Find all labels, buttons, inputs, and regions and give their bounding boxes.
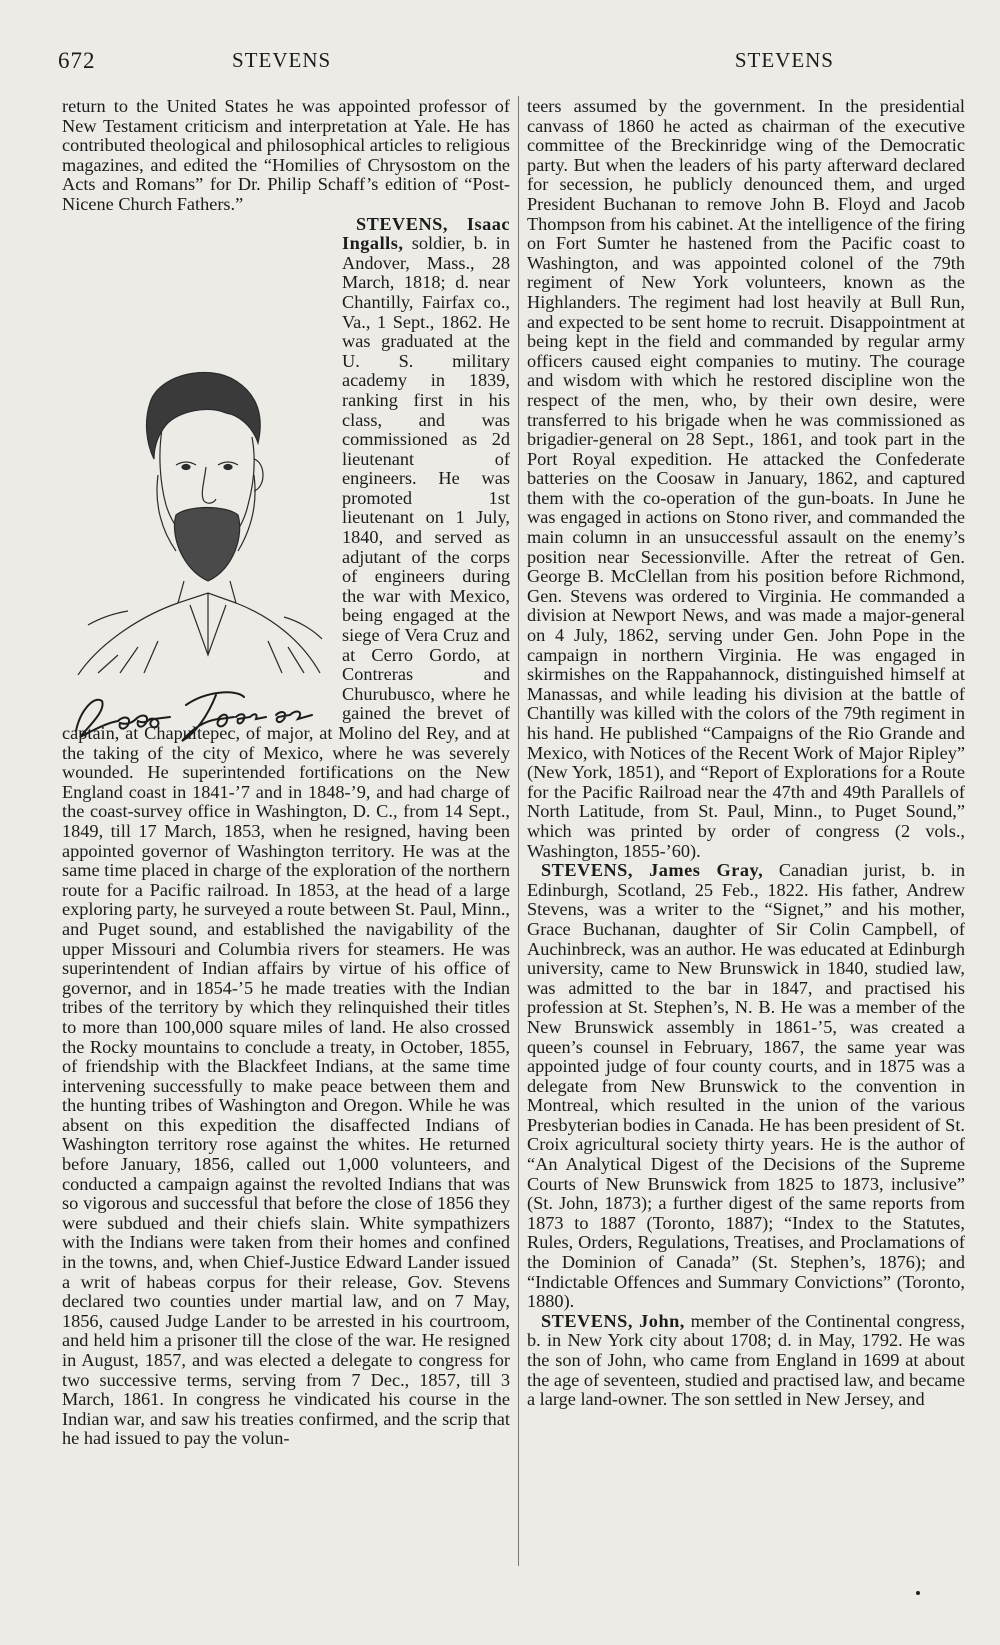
page-number: 672 (58, 48, 96, 73)
page-mark (916, 1591, 920, 1595)
continued-paragraph: return to the United States he was appointed professor of New Testament criticism and interpretation at Yale. He has contributed theological and philosophical articles to religious magazines, and edited the “Homilies of Chrysostom on the Acts and Romans” for Dr. Philip Schaff’s edition of “Post-Nicene Church Fathers.” (62, 96, 510, 214)
entry-john-stevens (527, 1312, 965, 1410)
signature-image (66, 681, 336, 751)
engraved-portrait (58, 355, 328, 675)
column-divider (518, 96, 519, 1566)
entry-body: Canadian jurist, b. in Edinburgh, Scotland, 25 Feb., 1822. His father, Andrew Stevens, was a writer to the “Signet,” and his mother, Grace Buchanan, daughter of Sir Colin Campbell, of Auchinbreck, was an author. He was educated at Edinburgh university, came to New Brunswick in 1840, studied law, was admitted to the bar in 1847, and practised his profession at St. Stephen’s, N. B. He was a member of the New Brunswick assembly in 1861-’5, was created a queen’s counsel in February, 1867, the same year was appointed judge of four county courts, and in 1875 was a delegate from New Brunswick to the convention in Montreal, which resulted in the union of the various Presbyterian bodies in Canada. He has been president of St. Croix agricultural society thirty years. He is the author of “An Analytical Digest of the Decisions of the Supreme Courts of New Brunswick from 1825 to 1873, inclusive” (St. John, 1873); a further digest of the same reports from 1873 to 1887 (Toronto, 1887); “Index to the Statutes, Rules, Orders, Regulations, Treatises, and Proclamations of the Dominion of Canada” (St. Stephen’s, 1876); and “Indictable Offences and Summary Convictions” (Toronto, 1880). (527, 860, 965, 1312)
left-running-title: STEVENS (232, 48, 332, 72)
running-header (58, 46, 960, 76)
entry-heading: STEVENS, James Gray, (541, 860, 764, 881)
entry-james-gray-stevens (527, 861, 965, 1312)
continued-paragraph: teers assumed by the government. In the presidential canvass of 1860 he acted as chairman of the executive committee of the Breckinridge wing of the Democratic party. But when the leaders of his party afterward declared for secession, he publicly denounced them, and urged President Buchanan to remove John B. Floyd and Jacob Thompson from his cabinet. At the intelligence of the firing on Fort Sumter he hastened from the Pacific coast to Washington, and was appointed colonel of the 79th regiment of New York volunteers, known as the Highlanders. The regiment had lost heavily at Bull Run, and expected to be sent home to recruit. Disappointment at being kept in the field and commanded by regular army officers caused eight companies to mutiny. The courage and wisdom with which he restored discipline won the respect of the men, who, by their own desire, were transferred to his brigade when he was commissioned as brigadier-general on 28 Sept., 1861, and took part in the Port Royal expedition. He attacked the Confederate batteries on the Coosaw in January, 1862, and captured them with the co-operation of the gun-boats. In June he was engaged in actions on Stono river, and commanded the main column in an unsuccessful assault on the enemy’s position near Secessionville. After the retreat of Gen. George B. McClellan from his position before Richmond, Gen. Stevens was ordered to Virginia. He commanded a division at Newport News, and was made a major-general on 4 July, 1862, serving under Gen. John Pope in the campaign in northern Virginia. He was engaged in skirmishes on the Rappahannock, distinguished himself at Manassas, and while leading his division at the battle of Chantilly was killed with the colors of the 79th regiment in his hand. He published “Campaigns of the Rio Grande and Mexico, with Notices of the Recent Work of Major Ripley” (New York, 1851), and “Report of Explorations for a Route for the Pacific Railroad near the 47th and 49th Parallels of North Latitude, from St. Paul, Minn., to Puget Sound,” which was printed by order of congress (2 vols., Washington, 1855-’60). (527, 96, 965, 861)
entry-heading: STEVENS, John, (541, 1310, 685, 1331)
entry-body-part1: soldier, b. in Andover, Mass., 28 March, 1818; d. near Chantilly, Fairfax co., Va., 1 Sept., 1862. He was graduated at the U. S. military academy in 1839, ranking first in his class, and was commissioned as 2d lieutenant of engineers. He was promoted 1st lieutenant on 1 July, 1840, and served as adjutant of the corps of engineers during the war with Mexico, being engaged at the siege of Vera Cruz and at Cerro Gordo, at Contreras and Churubusco, where he gained the brevet of captain, at Chapultepec, of major, at Molino del Rey, and at the taking of the city of Mexico, where he was severely wounded. He superintended fortifications on the New England coast in 1841-’7 and in 1848-’9, and had charge of the coast-survey office in Washington, D. C., from 14 Sept., 1849, till 17 March, 1853, when he resigned, having been appointed governor of Washington territory. He was at the same time placed in charge of the exploration of the northern route for a Pacific railroad. In 1853, at the head of a large exploring party, he surveyed a route between St. Paul, Minn., and Puget sound, and established the navigability of the upper Missouri and Columbia rivers for steamers. He was superintendent of Indian affairs by virtue of his office of governor, and in 1854-’5 he made treaties with the Indian tribes of the territory by which they relinquished their titles to more than 100,000 square miles of land. He also crossed the Rocky mountains to conclude a treaty, in October, 1855, of friendship with the Blackfeet Indians, at the same time intervening successfully to make peace between them and the hunting tribes of Washington and Oregon. While he was absent on this expedition the disaffected Indians of Washington territory rose against the whites. He returned before January, 1856, called out 1,000 volunteers, and conducted a campaign against the revolted Indians that was so vigorous and successful that before the close of 1856 they were subdued and their chiefs slain. White sympathizers with the Indians were taken from their homes and confined in the towns, and, when Chief-Justice Edward Lander issued a writ of habeas corpus for their release, Gov. Stevens declared two counties under martial law, and on 7 May, 1856, caused Judge Lander to be arrested in his courtroom, and held him a prisoner till the close of the war. He resigned in August, 1857, and was elected a delegate to congress for two successive terms, serving from 7 Dec., 1857, till 3 March, 1861. In congress he vindicated his course in the Indian war, and saw his treaties confirmed, and the scrip that he had issued to pay the volun- (62, 233, 510, 1449)
right-running-title: STEVENS (734, 48, 834, 72)
entry-heading: STEVENS, Isaac Ingalls, (342, 213, 510, 254)
right-column (527, 97, 965, 1410)
portrait-figure (58, 355, 348, 757)
entry-body: member of the Continental congress, b. in New York city about 1708; d. in May, 1792. He was the son of John, who came from England in 1699 at about the age of seventeen, studied and practised law, and became a large land-owner. The son settled in New Jersey, and (527, 1310, 965, 1410)
left-column (62, 97, 510, 1449)
